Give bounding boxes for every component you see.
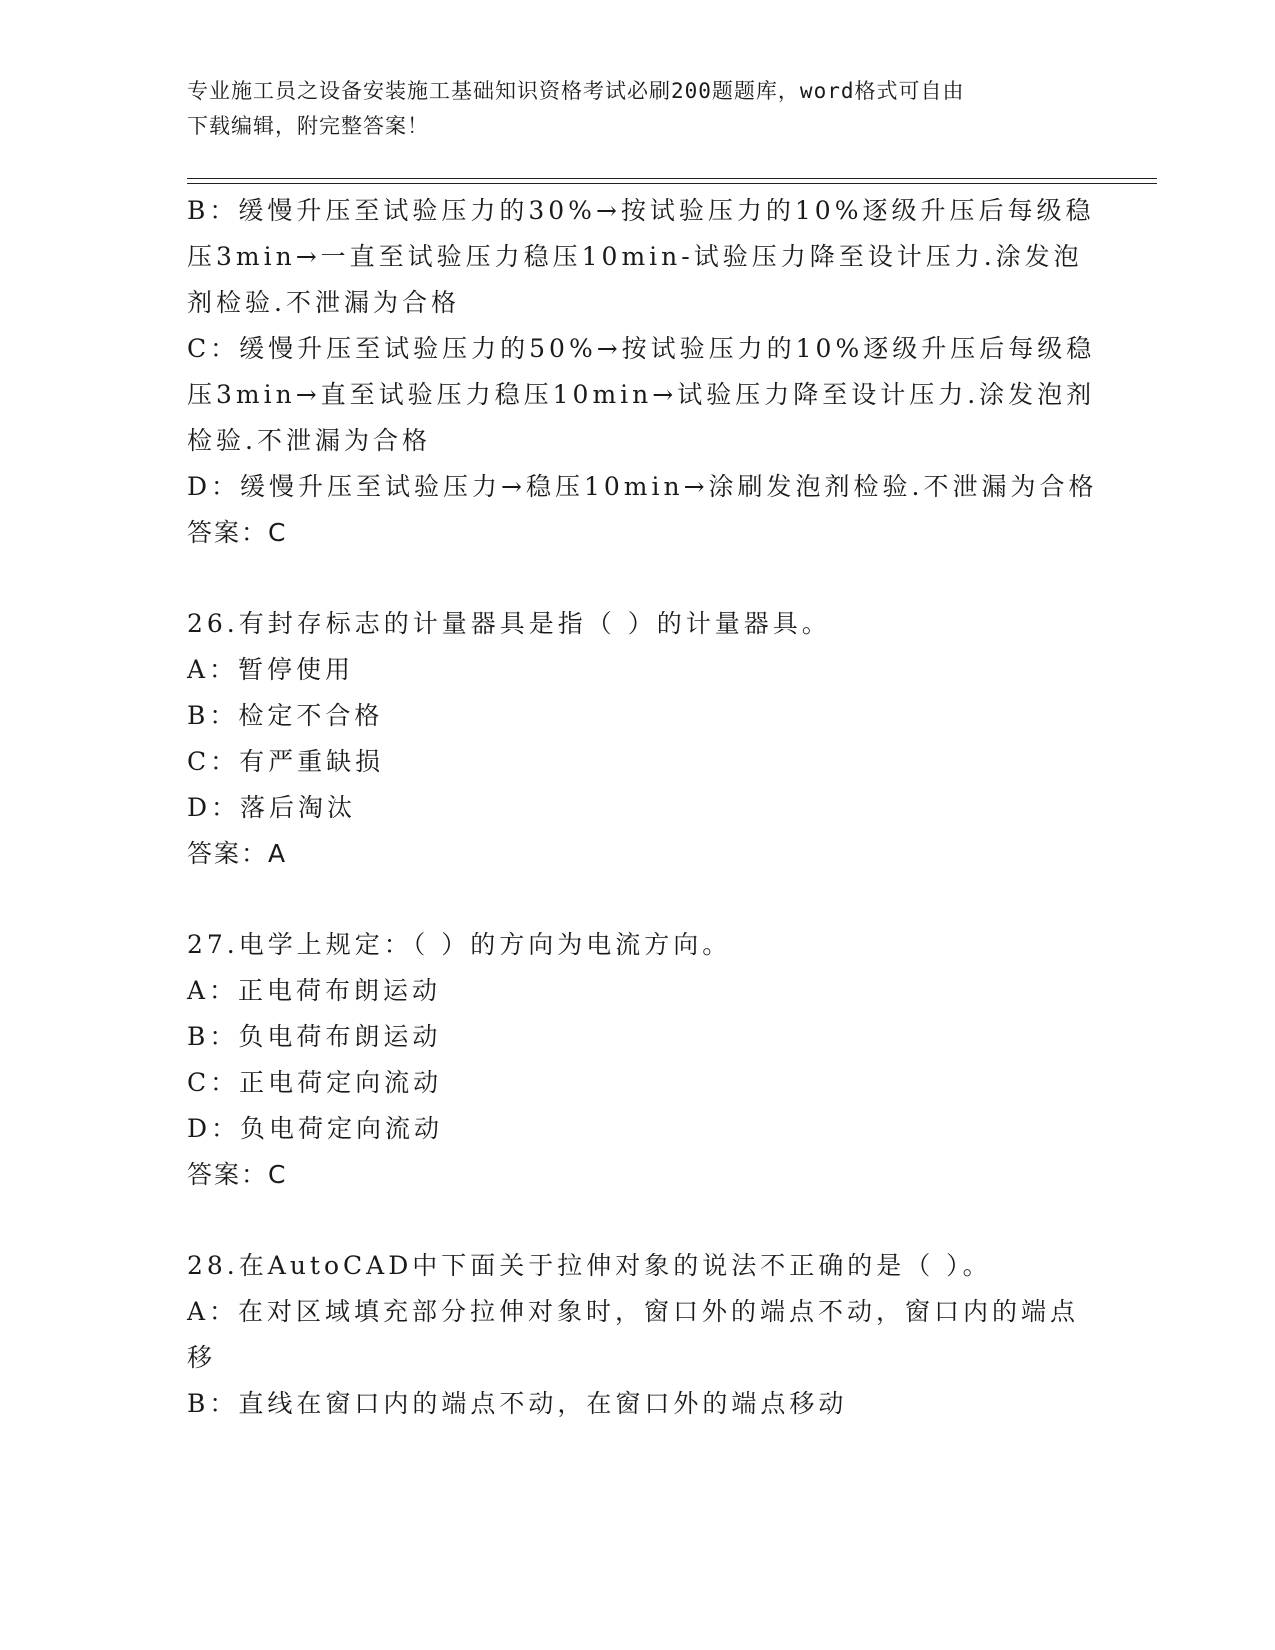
q25-option-b-line-3: 剂检验.不泄漏为合格 bbox=[187, 288, 460, 317]
question-28-block bbox=[187, 1243, 1092, 1427]
q28-option-a-line-2: 移 bbox=[187, 1343, 217, 1372]
q26-answer: 答案：A bbox=[187, 839, 288, 868]
q25-answer: 答案：C bbox=[187, 518, 288, 547]
q28-option-b: B：直线在窗口内的端点不动，在窗口外的端点移动 bbox=[187, 1389, 848, 1418]
header-divider-top bbox=[187, 178, 1157, 179]
document-body bbox=[187, 188, 1098, 1427]
q25-option-c-line-3: 检验.不泄漏为合格 bbox=[187, 426, 431, 455]
q26-option-b: B：检定不合格 bbox=[187, 701, 384, 730]
question-25-block bbox=[187, 188, 1098, 556]
question-spacer bbox=[187, 556, 1092, 601]
question-spacer bbox=[187, 877, 1092, 922]
q28-option-a-line-1: A：在对区域填充部分拉伸对象时，窗口外的端点不动，窗口内的端点 bbox=[187, 1297, 1080, 1326]
q26-option-c: C：有严重缺损 bbox=[187, 747, 385, 776]
q25-option-c-line-1: C：缓慢升压至试验压力的50%→按试验压力的10%逐级升压后每级稳 bbox=[187, 334, 1096, 363]
q27-question: 27.电学上规定：（ ）的方向为电流方向。 bbox=[187, 930, 732, 959]
header-divider-bottom bbox=[187, 183, 1157, 184]
q26-question: 26.有封存标志的计量器具是指（ ）的计量器具。 bbox=[187, 609, 831, 638]
q25-option-b-line-1: B：缓慢升压至试验压力的30%→按试验压力的10%逐级升压后每级稳 bbox=[187, 196, 1095, 225]
q27-option-a: A：正电荷布朗运动 bbox=[187, 976, 442, 1005]
header-line-1: 专业施工员之设备安装施工基础知识资格考试必刷200题题库，word格式可自由 bbox=[187, 79, 965, 103]
q25-option-c-line-2: 压3min→直至试验压力稳压10min→试验压力降至设计压力.涂发泡剂 bbox=[187, 380, 1096, 409]
question-27-block bbox=[187, 922, 1092, 1198]
q25-option-b-line-2: 压3min→一直至试验压力稳压10min-试验压力降至设计压力.涂发泡 bbox=[187, 242, 1083, 271]
q28-question: 28.在AutoCAD中下面关于拉伸对象的说法不正确的是（ ）。 bbox=[187, 1251, 992, 1280]
question-26-block bbox=[187, 601, 1092, 877]
q26-option-a: A：暂停使用 bbox=[187, 655, 355, 684]
q26-option-d: D：落后淘汰 bbox=[187, 793, 357, 822]
q27-option-c: C：正电荷定向流动 bbox=[187, 1068, 443, 1097]
question-spacer bbox=[187, 1198, 1092, 1243]
q27-option-b: B：负电荷布朗运动 bbox=[187, 1022, 442, 1051]
document-header bbox=[187, 74, 1087, 144]
q25-option-d: D：缓慢升压至试验压力→稳压10min→涂刷发泡剂检验.不泄漏为合格 bbox=[187, 472, 1098, 501]
q27-answer: 答案：C bbox=[187, 1160, 288, 1189]
header-line-2: 下载编辑，附完整答案！ bbox=[187, 114, 429, 138]
q27-option-d: D：负电荷定向流动 bbox=[187, 1114, 444, 1143]
